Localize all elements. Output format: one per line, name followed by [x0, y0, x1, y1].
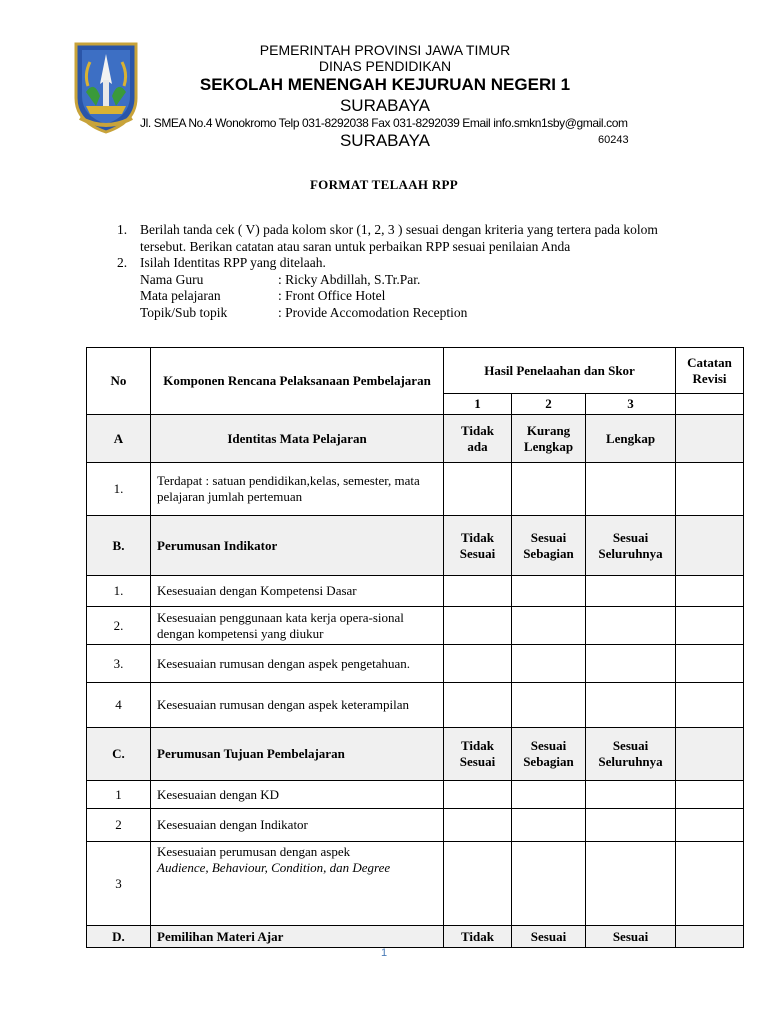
note-cell[interactable] [676, 842, 744, 926]
note-cell [676, 728, 744, 781]
row-no: 4 [87, 683, 151, 728]
section-no: C. [87, 728, 151, 781]
score-cell[interactable] [586, 683, 676, 728]
note-cell[interactable] [676, 607, 744, 645]
criteria-label: Sesuai Seluruhnya [586, 728, 676, 781]
identity-value: : Front Office Hotel [278, 288, 386, 304]
instruction-text: Berilah tanda cek ( V) pada kolom skor (1, 2, 3 ) sesuai dengan kriteria yang tertera pada kolom tersebut. Berikan catatan atau saran untuk perbaikan RPP sesuai penilaian Anda [140, 222, 658, 254]
score-cell[interactable] [586, 607, 676, 645]
row-text: Terdapat : satuan pendidikan,kelas, semester, mata pelajaran jumlah pertemuan [151, 463, 444, 516]
score-cell[interactable] [444, 576, 512, 607]
instructions [117, 222, 687, 322]
row-no: 3 [87, 842, 151, 926]
criteria-label: Sesuai Sebagian [512, 728, 586, 781]
note-cell[interactable] [676, 809, 744, 842]
score-2-header: 2 [512, 394, 586, 415]
note-cell[interactable] [676, 576, 744, 607]
note-cell[interactable] [676, 683, 744, 728]
note-cell[interactable] [676, 645, 744, 683]
criteria-label: Tidak ada [444, 415, 512, 463]
document-title: FORMAT TELAAH RPP [309, 177, 459, 192]
instruction-item [117, 222, 687, 255]
header-postal-code: 60243 [598, 134, 629, 146]
note-cell [676, 516, 744, 576]
score-cell[interactable] [444, 781, 512, 809]
row-no: 3. [87, 645, 151, 683]
score-cell[interactable] [444, 809, 512, 842]
header-component: Komponen Rencana Pelaksanaan Pembelajaran [151, 348, 444, 415]
criteria-label: Sesuai Sebagian [512, 516, 586, 576]
score-cell[interactable] [512, 576, 586, 607]
score-cell[interactable] [586, 463, 676, 516]
note-cell [676, 415, 744, 463]
criteria-label: Sesuai Seluruhnya [586, 516, 676, 576]
section-no: A [87, 415, 151, 463]
row-text: Kesesuaian dengan Kompetensi Dasar [151, 576, 444, 607]
identity-block [140, 255, 687, 321]
header-result: Hasil Penelaahan dan Skor [444, 348, 676, 394]
criteria-label: Kurang Lengkap [512, 415, 586, 463]
row-text-italic: Audience, Behaviour, Condition, dan Degree [157, 860, 391, 875]
instruction-number: 2. [117, 255, 128, 271]
criteria-label: Lengkap [586, 415, 676, 463]
note-cell[interactable] [676, 463, 744, 516]
row-text: Kesesuaian dengan Indikator [151, 809, 444, 842]
page-number: 1 [380, 947, 388, 959]
section-title: Identitas Mata Pelajaran [151, 415, 444, 463]
school-crest-logo [72, 40, 140, 134]
section-title: Pemilihan Materi Ajar [151, 926, 444, 948]
score-cell[interactable] [444, 645, 512, 683]
score-3-header: 3 [586, 394, 676, 415]
row-text: Kesesuaian rumusan dengan aspek pengetahuan. [151, 645, 444, 683]
score-cell[interactable] [512, 607, 586, 645]
score-cell[interactable] [586, 842, 676, 926]
section-no: B. [87, 516, 151, 576]
score-cell[interactable] [586, 809, 676, 842]
score-cell[interactable] [512, 809, 586, 842]
score-cell[interactable] [512, 781, 586, 809]
criteria-label: Sesuai [586, 926, 676, 948]
section-title: Perumusan Indikator [151, 516, 444, 576]
identity-row [140, 288, 687, 305]
section-title: Perumusan Tujuan Pembelajaran [151, 728, 444, 781]
instruction-text: Isilah Identitas RPP yang ditelaah. [140, 255, 326, 271]
score-cell[interactable] [444, 683, 512, 728]
note-cell [676, 926, 744, 948]
header-no: No [87, 348, 151, 415]
rpp-review-table [86, 347, 744, 948]
row-text-cell [151, 842, 444, 926]
row-text: Kesesuaian penggunaan kata kerja opera-sional dengan kompetensi yang diukur [151, 607, 444, 645]
identity-value: : Provide Accomodation Reception [278, 304, 468, 320]
row-no: 2 [87, 809, 151, 842]
header-address: Jl. SMEA No.4 Wonokromo Telp 031-8292038 Fax 031-8292039 Email info.smkn1sby@gmail.com [140, 116, 628, 130]
instruction-number: 1. [117, 222, 128, 237]
identity-row [140, 272, 687, 289]
header-note: Catatan Revisi [676, 348, 744, 394]
header-city-repeat: SURABAYA [339, 131, 431, 150]
row-text: Kesesuaian dengan KD [151, 781, 444, 809]
row-text: Kesesuaian perumusan dengan aspek [157, 844, 351, 859]
criteria-label: Sesuai [512, 926, 586, 948]
criteria-label: Tidak Sesuai [444, 728, 512, 781]
header-government: PEMERINTAH PROVINSI JAWA TIMUR [259, 42, 511, 58]
instruction-item [117, 255, 687, 321]
row-no: 1 [87, 781, 151, 809]
score-1-header: 1 [444, 394, 512, 415]
score-cell[interactable] [512, 683, 586, 728]
criteria-label: Tidak [444, 926, 512, 948]
score-cell[interactable] [512, 463, 586, 516]
note-cell[interactable] [676, 781, 744, 809]
score-cell[interactable] [444, 463, 512, 516]
score-cell[interactable] [586, 645, 676, 683]
header-city: SURABAYA [339, 96, 431, 115]
score-cell[interactable] [512, 645, 586, 683]
identity-value: : Ricky Abdillah, S.Tr.Par. [278, 271, 421, 287]
note-cell [676, 394, 744, 415]
row-text: Kesesuaian rumusan dengan aspek keterampilan [151, 683, 444, 728]
identity-label: Mata pelajaran [140, 288, 221, 304]
row-no: 1. [87, 576, 151, 607]
row-no: 2. [87, 607, 151, 645]
identity-row [140, 305, 687, 322]
header-school-name: SEKOLAH MENENGAH KEJURUAN NEGERI 1 [199, 75, 571, 94]
row-no: 1. [87, 463, 151, 516]
score-cell[interactable] [444, 607, 512, 645]
identity-label: Nama Guru [140, 271, 204, 287]
score-cell[interactable] [444, 842, 512, 926]
score-cell[interactable] [512, 842, 586, 926]
criteria-label: Tidak Sesuai [444, 516, 512, 576]
score-cell[interactable] [586, 781, 676, 809]
header-department: DINAS PENDIDIKAN [318, 58, 452, 74]
section-no: D. [87, 926, 151, 948]
identity-label: Topik/Sub topik [140, 304, 228, 320]
score-cell[interactable] [586, 576, 676, 607]
